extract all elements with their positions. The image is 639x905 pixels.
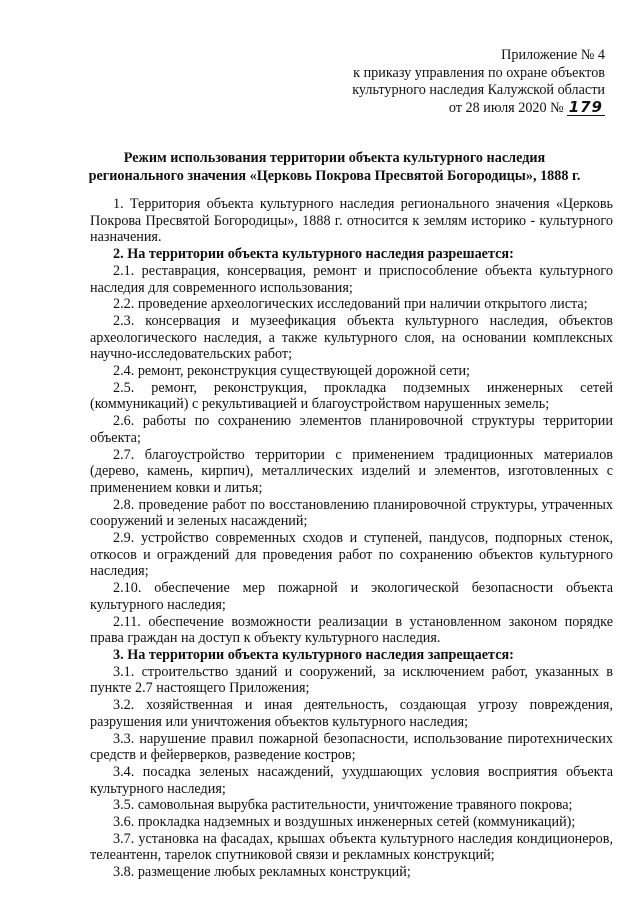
clause-2-11: 2.11. обеспечение возможности реализации в установленном законом порядке права граждан на доступ к объекту культурного наследия. (90, 613, 613, 647)
clause-2-8: 2.8. проведение работ по восстановлению планировочной структуры, утраченных сооружений и зеленых насаждений; (90, 496, 613, 530)
order-authority: культурного наследия Калужской области (352, 82, 605, 99)
clause-2-5: 2.5. ремонт, реконструкция, прокладка подземных инженерных сетей (коммуникаций) с рекультивацией и благоустройством нарушенных земель; (90, 379, 613, 413)
document-body (90, 196, 613, 881)
appendix-header (352, 47, 605, 117)
clause-3-5: 3.5. самовольная вырубка растительности, уничтожение травяного покрова; (113, 797, 573, 814)
document-title (60, 149, 609, 185)
clause-3-8: 3.8. размещение любых рекламных конструкций; (113, 864, 411, 881)
clause-3-2: 3.2. хозяйственная и иная деятельность, создающая угрозу повреждения, разрушения или уничтожения объектов культурного наследия; (90, 697, 613, 730)
clause-2-2: 2.2. проведение археологических исследований при наличии открытого листа; (113, 296, 588, 313)
title-line-2: регионального значения «Церковь Покрова Пресвятой Богородицы», 1888 г. (88, 168, 581, 184)
clause-2-10: 2.10. обеспечение мер пожарной и экологической безопасности объекта культурного наследия; (90, 580, 613, 613)
clause-3-3: 3.3. нарушение правил пожарной безопасности, использование пиротехнических средств и фейерверков, разведение костров; (90, 730, 613, 764)
clause-1: 1. Территория объекта культурного наследия регионального значения «Церковь Покрова Пресвятой Богородицы», 1888 г. относится к землям историко - культурного назначения. (90, 196, 613, 246)
clause-3-1: 3.1. строительство зданий и сооружений, за исключением работ, указанных в пункте 2.7 настоящего Приложения; (90, 663, 613, 697)
clause-2-1: 2.1. реставрация, консервация, ремонт и приспособление объекта культурного наследия для современного использования; (90, 262, 613, 296)
clause-2-3: 2.3. консервация и музеефикация объекта культурного наследия, объектов археологического наследия, а также культурного слоя, на основании комплексных научно-исследовательских работ; (90, 312, 613, 363)
handwritten-order-number: 179 (568, 97, 603, 116)
order-date-line (352, 97, 605, 118)
clause-3-4: 3.4. посадка зеленых насаждений, ухудшающих условия восприятия объекта культурного наследия; (90, 763, 613, 797)
clause-2-7: 2.7. благоустройство территории с применением традиционных материалов (дерево, камень, кирпич), металлических изделий и элементов, изготовленных с применением ковки и литья; (90, 446, 613, 496)
title-line-1: Режим использования территории объекта культурного наследия (123, 150, 546, 166)
clause-3-6: 3.6. прокладка надземных и воздушных инженерных сетей (коммуникаций); (113, 814, 576, 831)
appendix-number: Приложение № 4 (501, 47, 605, 63)
clause-3-7: 3.7. установка на фасадах, крышах объекта культурного наследия кондиционеров, телеантенн, тарелок спутниковой связи и рекламных конструкций; (90, 830, 613, 864)
clause-2-4: 2.4. ремонт, реконструкция существующей дорожной сети; (113, 363, 470, 380)
clause-2-9: 2.9. устройство современных сходов и ступеней, пандусов, подпорных стенок, откосов и ограждений для проведения работ по сохранению объектов культурного наследия; (90, 530, 613, 580)
order-date: от 28 июля 2020 № (448, 99, 564, 116)
order-reference: к приказу управления по охране объектов (353, 64, 605, 81)
section-2-heading: 2. На территории объекта культурного наследия разрешается: (113, 246, 514, 263)
section-3-heading: 3. На территории объекта культурного наследия запрещается: (113, 646, 514, 663)
clause-2-6: 2.6. работы по сохранению элементов планировочной структуры территории объекта; (90, 413, 613, 446)
